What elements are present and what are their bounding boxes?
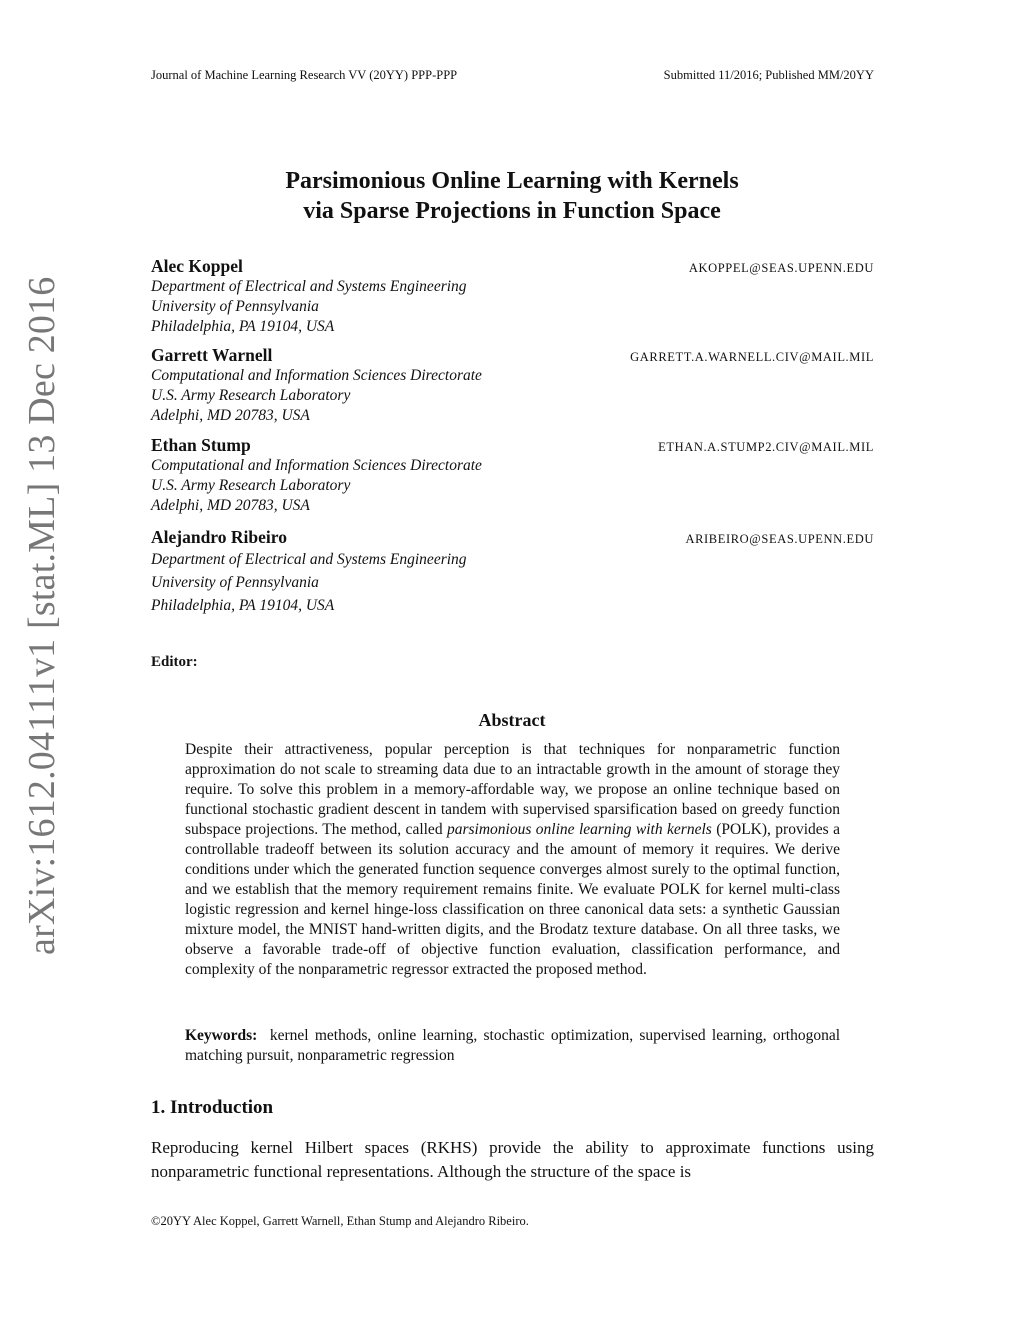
- author-institution: University of Pennsylvania: [151, 574, 319, 591]
- author-email[interactable]: ARIBEIRO@SEAS.UPENN.EDU: [685, 532, 874, 546]
- keywords-label: Keywords:: [185, 1027, 258, 1044]
- section-title: 1. Introduction: [151, 1097, 274, 1118]
- author-name: Alejandro Ribeiro: [151, 527, 287, 547]
- keywords-text: kernel methods, online learning, stochastic optimization, supervised learning, orthogonal matching pursuit, nonparametric regression: [185, 1027, 841, 1064]
- author-department: Department of Electrical and Systems Engineering: [151, 551, 467, 568]
- author-department: Department of Electrical and Systems Engineering: [151, 278, 467, 295]
- keywords: [185, 1026, 840, 1066]
- author-address: Adelphi, MD 20783, USA: [151, 497, 310, 514]
- section-body: Reproducing kernel Hilbert spaces (RKHS) provide the ability to approximate functions using nonparametric functional representations. Although the structure of the space is: [151, 1138, 874, 1181]
- author-name: Alec Koppel: [151, 256, 243, 276]
- abstract-body: [185, 740, 840, 980]
- copyright-notice: ©20YY Alec Koppel, Garrett Warnell, Ethan Stump and Alejandro Ribeiro.: [151, 1214, 529, 1228]
- abstract-method-name: parsimonious online learning with kernels: [446, 821, 712, 838]
- author-name: Garrett Warnell: [151, 345, 273, 365]
- author-address: Philadelphia, PA 19104, USA: [151, 318, 335, 335]
- submission-info: Submitted 11/2016; Published MM/20YY: [663, 68, 874, 82]
- author-email[interactable]: AKOPPEL@SEAS.UPENN.EDU: [688, 261, 874, 275]
- arxiv-stamp: arXiv:1612.04111v1 [stat.ML] 13 Dec 2016: [21, 276, 63, 955]
- author-department: Computational and Information Sciences Directorate: [151, 457, 482, 474]
- editor-label: Editor:: [151, 654, 198, 670]
- author-institution: University of Pennsylvania: [151, 298, 319, 315]
- author-address: Philadelphia, PA 19104, USA: [151, 597, 335, 614]
- author-block: [151, 527, 874, 617]
- author-name: Ethan Stump: [151, 435, 251, 455]
- author-institution: U.S. Army Research Laboratory: [151, 477, 351, 494]
- abstract-text-continued: (POLK), provides a controllable tradeoff between its solution accuracy and the amount of memory it requires. We derive conditions under which the generated function sequence converges almost surely to the optimal function, and we establish that the memory requirement remains finite. We evaluate POLK for kernel multi-class logistic regression and kernel hinge-loss classification on three canonical data sets: a synthetic Gaussian mixture model, the MNIST hand-written digits, and the Brodatz texture database. On all three tasks, we observe a favorable trade-off of objective function evaluation, classification performance, and complexity of the nonparametric regressor extracted the proposed method.: [185, 821, 840, 978]
- author-block: [151, 435, 874, 516]
- abstract-heading: Abstract: [478, 710, 546, 730]
- author-address: Adelphi, MD 20783, USA: [151, 407, 310, 424]
- paper-title: [0, 166, 1024, 226]
- title-line-1: Parsimonious Online Learning with Kernels: [285, 168, 739, 194]
- author-institution: U.S. Army Research Laboratory: [151, 387, 351, 404]
- author-block: [151, 345, 874, 426]
- author-email[interactable]: GARRETT.A.WARNELL.CIV@MAIL.MIL: [630, 350, 874, 364]
- author-block: [151, 256, 874, 337]
- author-department: Computational and Information Sciences Directorate: [151, 367, 482, 384]
- title-line-2: via Sparse Projections in Function Space: [303, 198, 721, 224]
- author-email[interactable]: ETHAN.A.STUMP2.CIV@MAIL.MIL: [658, 440, 874, 454]
- abstract-text: Despite their attractiveness, popular perception is that techniques for nonparametric function approximation do not scale to streaming data due to an intractable growth in the amount of storage they require. To solve this problem in a memory-affordable way, we propose an online technique based on functional stochastic gradient descent in tandem with supervised sparsification based on greedy function subspace projections. The method, called: [185, 741, 840, 838]
- journal-header: Journal of Machine Learning Research VV (20YY) PPP-PPP: [151, 68, 458, 82]
